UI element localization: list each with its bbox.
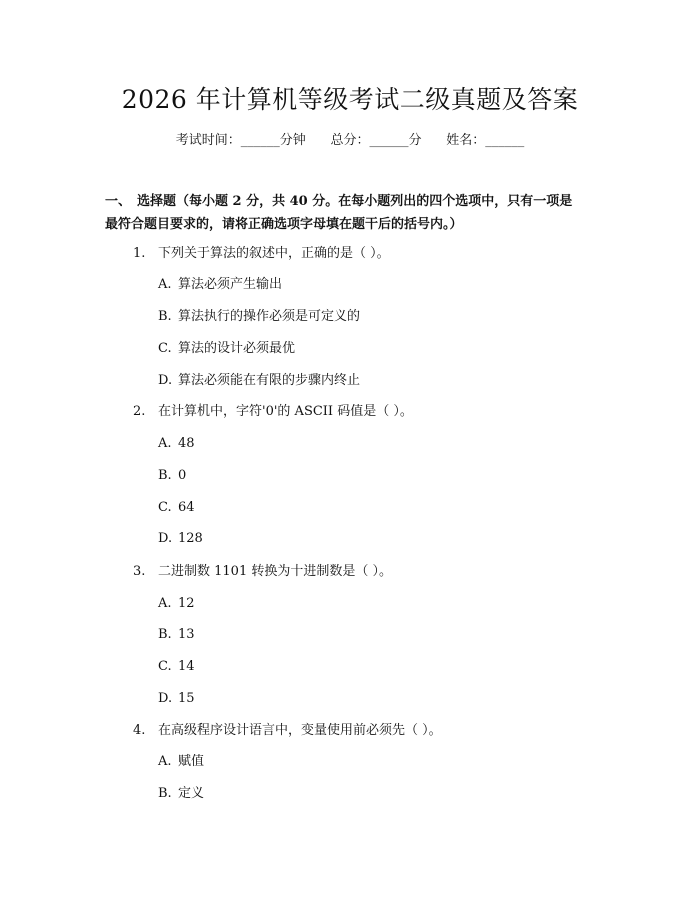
option-text: 0: [178, 468, 187, 483]
section-heading-line-2: 最符合题目要求的，请将正确选项字母填在题干后的括号内。）: [105, 217, 463, 232]
option-1-d: [158, 371, 360, 391]
option-2-b: [158, 466, 186, 486]
option-letter: B.: [158, 309, 172, 324]
question-text: 下列关于算法的叙述中，正确的是（ ）。: [158, 246, 390, 261]
option-text: 算法的设计必须最优: [178, 341, 296, 356]
option-text: 15: [178, 691, 195, 706]
question-text: 在高级程序设计语言中，变量使用前必须先（ ）。: [158, 723, 442, 738]
option-letter: B.: [158, 786, 172, 801]
option-text: 算法必须能在有限的步骤内终止: [178, 373, 361, 388]
option-text: 赋值: [178, 754, 205, 769]
exam-info-line: 考试时间：______分钟 总分：______分 姓名：______: [175, 133, 525, 148]
option-text: 定义: [178, 786, 205, 801]
option-letter: A.: [158, 596, 172, 611]
option-letter: A.: [158, 754, 172, 769]
question-4: [133, 721, 442, 741]
section-heading-line-1: [105, 190, 605, 213]
option-3-a: [158, 594, 195, 614]
option-2-c: [158, 498, 195, 518]
option-1-b: [158, 307, 360, 327]
question-number: 1.: [133, 246, 146, 261]
question-1: [133, 244, 390, 264]
question-number: 4.: [133, 723, 146, 738]
option-text: 算法执行的操作必须是可定义的: [178, 309, 361, 324]
option-text: 14: [178, 659, 195, 674]
option-letter: C.: [158, 341, 172, 356]
option-letter: D.: [158, 531, 173, 546]
question-number: 3.: [133, 564, 146, 579]
option-text: 算法必须产生输出: [178, 277, 283, 292]
option-letter: A.: [158, 436, 172, 451]
section-number: 一、: [105, 194, 132, 209]
option-4-b: [158, 784, 204, 804]
question-number: 2.: [133, 404, 146, 419]
option-2-d: [158, 529, 203, 549]
option-letter: A.: [158, 277, 172, 292]
option-text: 13: [178, 627, 195, 642]
option-1-a: [158, 275, 282, 295]
section-heading-text-1: 选择题（每小题 2 分，共 40 分。在每小题列出的四个选项中，只有一项是: [137, 194, 573, 209]
option-2-a: [158, 434, 195, 454]
option-3-c: [158, 657, 195, 677]
option-letter: C.: [158, 500, 172, 515]
section-heading: [105, 190, 605, 236]
option-text: 12: [178, 596, 195, 611]
question-2: [133, 402, 413, 422]
option-letter: D.: [158, 691, 173, 706]
option-3-b: [158, 625, 195, 645]
question-3: [133, 562, 392, 582]
option-letter: B.: [158, 627, 172, 642]
option-3-d: [158, 689, 195, 709]
question-text: 在计算机中，字符'0'的 ASCII 码值是（ ）。: [158, 404, 413, 419]
option-4-a: [158, 752, 204, 772]
option-1-c: [158, 339, 295, 359]
page-title: 2026 年计算机等级考试二级真题及答案: [121, 85, 579, 114]
option-letter: C.: [158, 659, 172, 674]
option-letter: B.: [158, 468, 172, 483]
option-text: 64: [178, 500, 195, 515]
option-letter: D.: [158, 373, 173, 388]
option-text: 48: [178, 436, 195, 451]
option-text: 128: [178, 531, 203, 546]
question-text: 二进制数 1101 转换为十进制数是（ ）。: [158, 564, 392, 579]
